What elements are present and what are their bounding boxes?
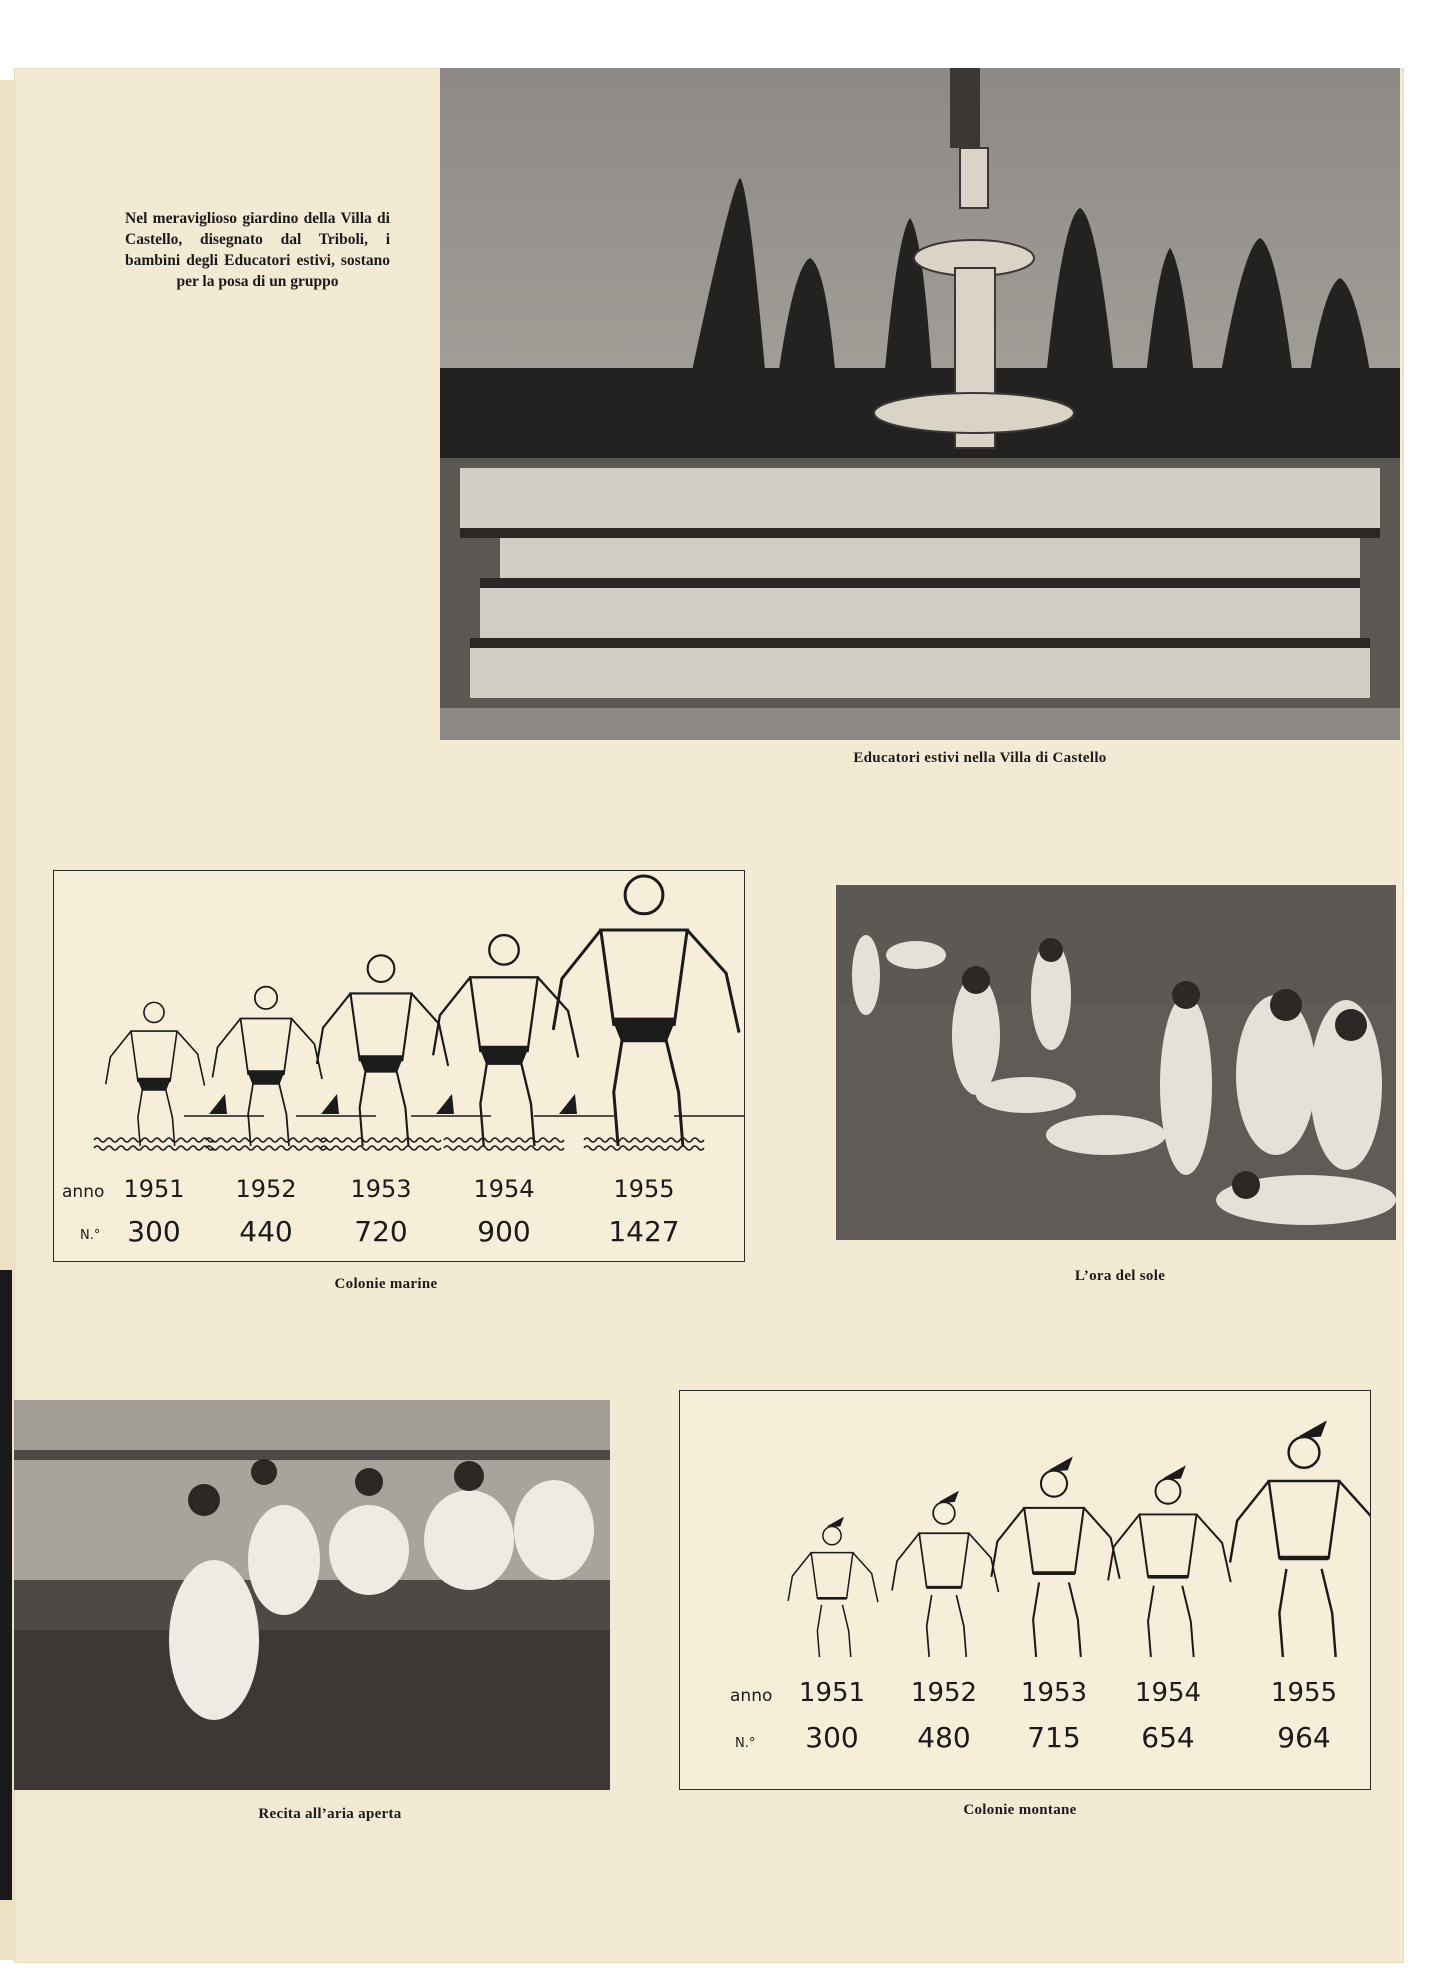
row-label-anno: anno: [62, 1182, 105, 1202]
wave-lines: [206, 1138, 326, 1150]
intro-caption: Nel meraviglioso giardino della Villa di Castello, disegnato dal Triboli, i bambini degli Educatori estivi, sostano per la posa di un gruppo: [125, 210, 390, 290]
count-label: 900: [477, 1215, 531, 1248]
year-label: 1953: [1020, 1678, 1088, 1708]
count-label: 715: [1027, 1721, 1081, 1754]
photo-recita: [14, 1400, 610, 1790]
recita-photo-illustration: [14, 1400, 610, 1790]
wave-lines: [444, 1138, 564, 1150]
marine-pictogram-chart: [54, 871, 744, 1261]
photo-villa-castello: [440, 68, 1400, 740]
hiker-figure-1952: [892, 1493, 998, 1657]
row-label-n: N.°: [80, 1228, 101, 1243]
count-label: 480: [917, 1721, 971, 1754]
wave-lines: [584, 1138, 704, 1150]
hiker-figure-1954: [1108, 1468, 1231, 1657]
row-label-anno: anno: [730, 1686, 773, 1706]
chart-colonie-marine: [53, 870, 745, 1262]
year-label: 1955: [1270, 1678, 1338, 1708]
hiker-figure-1951: [788, 1518, 878, 1657]
count-label: 300: [127, 1215, 181, 1248]
swimmer-figure-1951: [106, 1002, 205, 1146]
sailboat-icon: [209, 1094, 227, 1114]
year-label: 1951: [123, 1175, 185, 1203]
caption-villa: Educatori estivi nella Villa di Castello: [853, 750, 1107, 766]
hiker-figure-1955: [1230, 1423, 1370, 1657]
swimmer-figure-1955: [553, 876, 739, 1146]
caption-ora-del-sole: L’ora del sole: [1074, 1268, 1166, 1284]
caption-colonie-montane: Colonie montane: [963, 1802, 1077, 1818]
count-label: 720: [354, 1215, 408, 1248]
year-label: 1952: [910, 1678, 978, 1708]
photo-ora-del-sole: [836, 885, 1396, 1240]
caption-colonie-marine: Colonie marine: [334, 1276, 438, 1292]
count-label: 654: [1141, 1721, 1195, 1754]
sailboat-icon: [321, 1094, 339, 1114]
count-label: 1427: [608, 1215, 680, 1248]
count-label: 964: [1277, 1721, 1331, 1754]
sailboat-icon: [559, 1094, 577, 1114]
year-label: 1955: [613, 1175, 675, 1203]
year-label: 1951: [798, 1678, 866, 1708]
sailboat-icon: [436, 1094, 454, 1114]
binding-strip: [0, 1270, 12, 1900]
villa-photo-illustration: [440, 68, 1400, 740]
year-label: 1953: [350, 1175, 412, 1203]
swimmer-figure-1952: [212, 987, 322, 1146]
year-label: 1954: [473, 1175, 535, 1203]
swimmer-figure-1954: [433, 935, 578, 1146]
caption-recita: Recita all’aria aperta: [258, 1806, 402, 1822]
count-label: 440: [239, 1215, 293, 1248]
chart-colonie-montane: [679, 1390, 1371, 1790]
swimmer-figure-1953: [317, 955, 448, 1146]
wave-lines: [94, 1138, 214, 1150]
hiker-figure-1953: [991, 1459, 1119, 1657]
year-label: 1954: [1134, 1678, 1202, 1708]
row-label-n: N.°: [735, 1736, 756, 1751]
montane-pictogram-chart: [680, 1391, 1370, 1789]
sun-photo-illustration: [836, 885, 1396, 1240]
wave-lines: [321, 1138, 441, 1150]
count-label: 300: [805, 1721, 859, 1754]
year-label: 1952: [235, 1175, 297, 1203]
